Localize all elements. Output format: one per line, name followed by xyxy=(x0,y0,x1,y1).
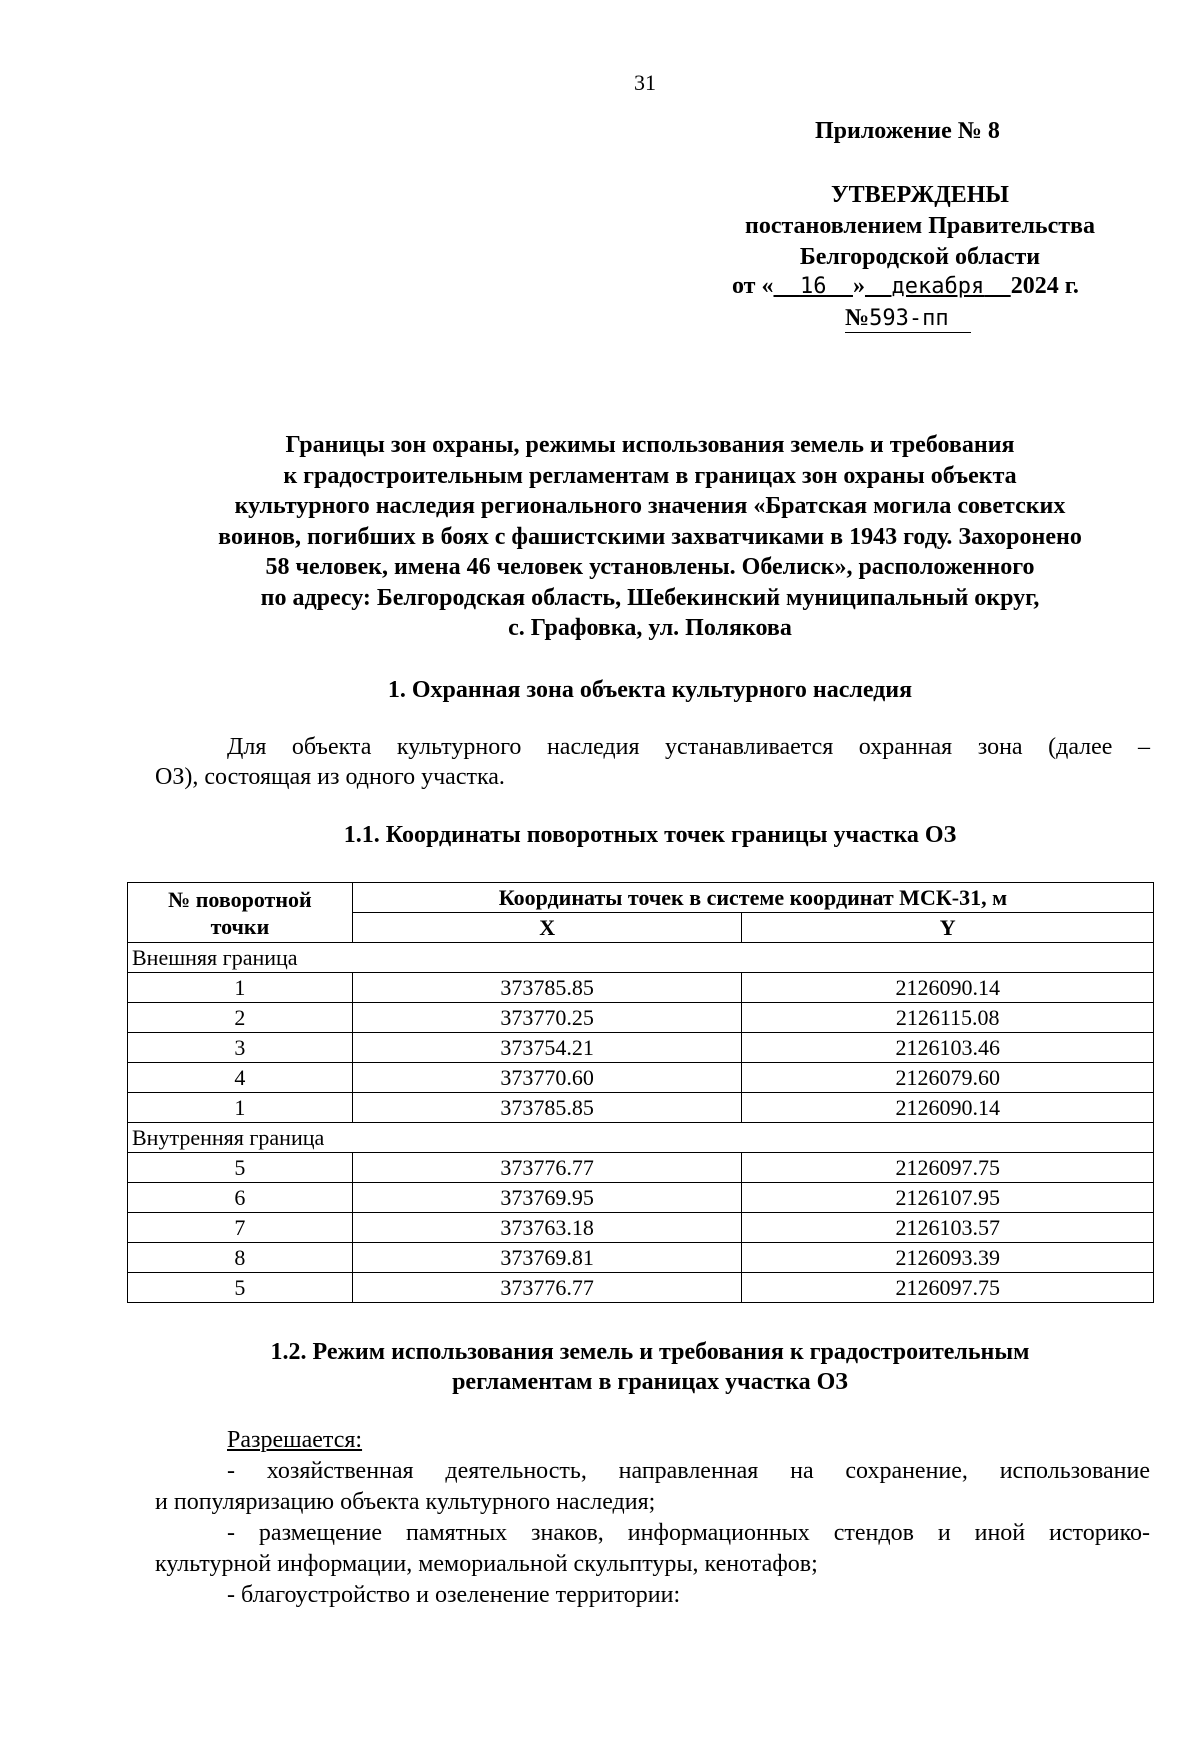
point-number-cell: 7 xyxy=(128,1213,353,1243)
x-coordinate-cell: 373776.77 xyxy=(352,1273,742,1303)
y-coordinate-cell: 2126103.46 xyxy=(742,1033,1154,1063)
title-line: по адресу: Белгородская область, Шебекинский муниципальный округ, xyxy=(260,584,1040,611)
date-month: декабря xyxy=(891,274,985,299)
x-coordinate-cell: 373785.85 xyxy=(352,1093,742,1123)
number-prefix: № xyxy=(845,305,870,331)
table-row xyxy=(128,1273,1154,1303)
approval-block xyxy=(700,180,1140,273)
title-line: культурного наследия регионального значения «Братская могила советских xyxy=(234,493,1066,519)
point-number-cell: 6 xyxy=(128,1183,353,1213)
table-row xyxy=(128,1153,1154,1183)
section-1-heading: 1. Охранная зона объекта культурного наследия xyxy=(387,677,913,703)
header-coordinates: Координаты точек в системе координат МСК-31, м xyxy=(352,883,1153,913)
title-line: воинов, погибших в боях с фашистскими захватчиками в 1943 году. Захоронено xyxy=(218,523,1082,550)
header-y: Y xyxy=(742,913,1154,943)
x-coordinate-cell: 373769.81 xyxy=(352,1243,742,1273)
paragraph-line: ОЗ), состоящая из одного участка. xyxy=(155,764,505,790)
header-x: X xyxy=(352,913,742,943)
x-coordinate-cell: 373763.18 xyxy=(352,1213,742,1243)
section-1-1-heading: 1.1. Координаты поворотных точек границы участка ОЗ xyxy=(343,822,957,848)
x-coordinate-cell: 373770.60 xyxy=(352,1063,742,1093)
allowed-label: Разрешается: xyxy=(227,1427,363,1453)
point-number-cell: 1 xyxy=(128,1093,353,1123)
point-number-cell: 2 xyxy=(128,1003,353,1033)
approval-line-1: постановлением Правительства xyxy=(744,213,1095,239)
table-row xyxy=(128,1183,1154,1213)
x-coordinate-cell: 373769.95 xyxy=(352,1183,742,1213)
point-number-cell: 3 xyxy=(128,1033,353,1063)
point-number-cell: 5 xyxy=(128,1273,353,1303)
title-line: Границы зон охраны, режимы использования земель и требования xyxy=(285,432,1015,458)
table-row xyxy=(128,1033,1154,1063)
section-1-paragraph xyxy=(155,732,1150,792)
y-coordinate-cell: 2126090.14 xyxy=(742,973,1154,1003)
point-number-cell: 4 xyxy=(128,1063,353,1093)
group-label: Внутренняя граница xyxy=(128,1123,1154,1153)
y-coordinate-cell: 2126107.95 xyxy=(742,1183,1154,1213)
header-point-number: № поворотной точки xyxy=(128,883,353,943)
number-value: 593-пп xyxy=(869,306,949,331)
y-coordinate-cell: 2126097.75 xyxy=(742,1273,1154,1303)
y-coordinate-cell: 2126079.60 xyxy=(742,1063,1154,1093)
point-number-cell: 1 xyxy=(128,973,353,1003)
x-coordinate-cell: 373776.77 xyxy=(352,1153,742,1183)
allowed-item-1: - хозяйственная деятельность, направленная на сохранение, использование и популяризацию объекта культурного наследия; xyxy=(155,1458,1150,1515)
table-group-row xyxy=(128,943,1154,973)
table-group-row xyxy=(128,1123,1154,1153)
y-coordinate-cell: 2126090.14 xyxy=(742,1093,1154,1123)
allowed-item-3: - благоустройство и озеленение территории: xyxy=(227,1582,681,1608)
y-coordinate-cell: 2126093.39 xyxy=(742,1243,1154,1273)
document-title xyxy=(150,430,1150,644)
table-row xyxy=(128,1093,1154,1123)
date-prefix: от « xyxy=(732,273,774,299)
title-line: к градостроительным регламентам в границах зон охраны объекта xyxy=(283,462,1017,489)
date-mid: » xyxy=(852,273,865,299)
coordinates-table xyxy=(127,882,1154,1303)
title-line: с. Графовка, ул. Полякова xyxy=(508,615,792,641)
y-coordinate-cell: 2126115.08 xyxy=(742,1003,1154,1033)
x-coordinate-cell: 373754.21 xyxy=(352,1033,742,1063)
approval-number xyxy=(845,305,971,333)
title-line: 58 человек, имена 46 человек установлены. Обелиск», расположенного xyxy=(265,554,1035,580)
approved-heading: УТВЕРЖДЕНЫ xyxy=(831,182,1009,208)
point-number-cell: 5 xyxy=(128,1153,353,1183)
y-coordinate-cell: 2126097.75 xyxy=(742,1153,1154,1183)
table-row xyxy=(128,1213,1154,1243)
date-year: 2024 г. xyxy=(1010,273,1079,299)
group-label: Внешняя граница xyxy=(128,943,1154,973)
point-number-cell: 8 xyxy=(128,1243,353,1273)
date-day: 16 xyxy=(799,274,827,299)
approval-line-2: Белгородской области xyxy=(799,244,1041,270)
paragraph-line: Для объекта культурного наследия устанавливается охранная зона (далее – xyxy=(227,734,1150,760)
allowed-item-2: - размещение памятных знаков, информационных стендов и иной историко- культурной информации, мемориальной скульптуры, кенотафов; xyxy=(155,1520,1150,1577)
section-1-2-heading: 1.2. Режим использования земель и требования к градостроительным регламентам в границах участка ОЗ xyxy=(270,1339,1030,1395)
table-row xyxy=(128,1063,1154,1093)
x-coordinate-cell: 373785.85 xyxy=(352,973,742,1003)
y-coordinate-cell: 2126103.57 xyxy=(742,1213,1154,1243)
approval-date xyxy=(732,273,1079,300)
table-row xyxy=(128,1003,1154,1033)
table-row xyxy=(128,1243,1154,1273)
x-coordinate-cell: 373770.25 xyxy=(352,1003,742,1033)
page-number: 31 xyxy=(634,70,656,95)
table-row xyxy=(128,973,1154,1003)
appendix-label: Приложение № 8 xyxy=(815,118,1000,144)
